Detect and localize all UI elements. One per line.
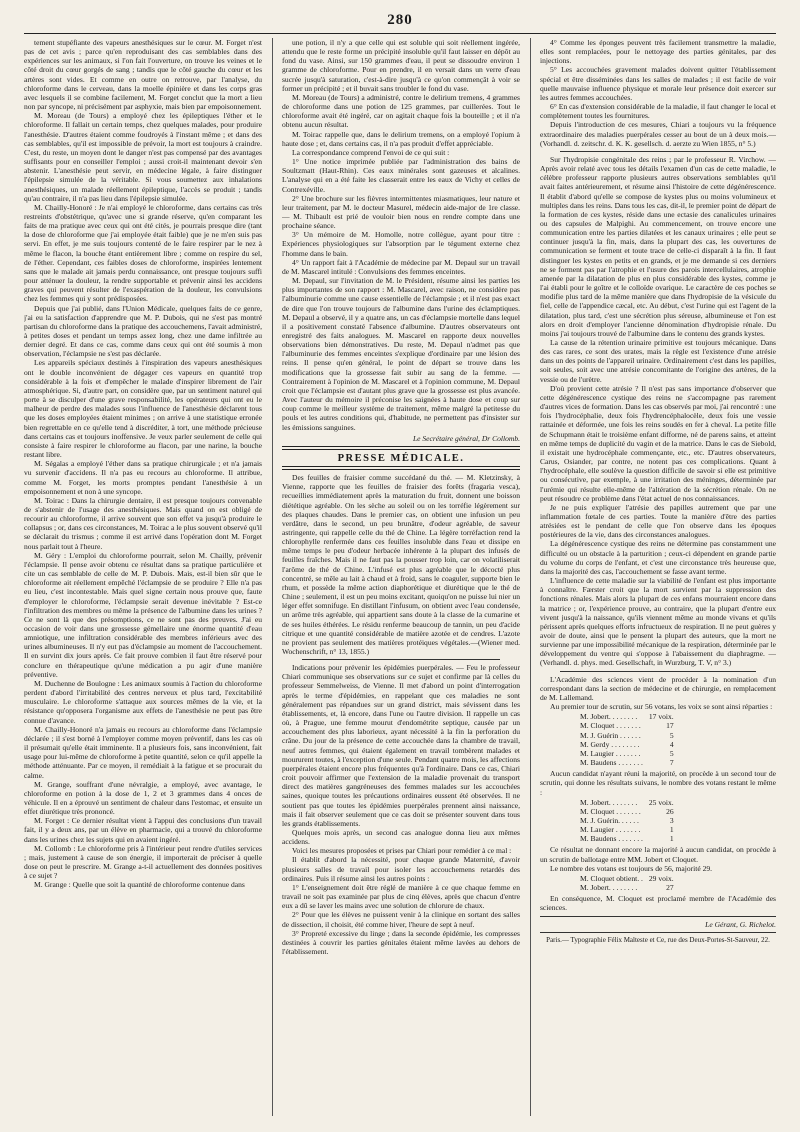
paragraph: 4° Comme les éponges peuvent très facilement transmettre la maladie, elles sont remplacées, pour le nettoyage des parties génitales, par des injections. xyxy=(540,38,776,66)
header-rule xyxy=(24,33,776,34)
paragraph: M. Ségalas a employé l'éther dans sa pratique chirurgicale ; et n'a jamais vu survenir d'accidens. Il n'a pas eu recours au chloroforme. Il attribue, comme M. Forget, les morts promptes pendant l'anesthésie à un empoisonnement et non à une syncope. xyxy=(24,459,262,496)
vote-count: 17 voix. xyxy=(648,712,674,722)
vote-row xyxy=(580,816,680,825)
paragraph: Il établit d'abord la nécessité, pour chaque grande Maternité, d'avoir plusieurs salles de travail pour isoler les accouchemens retardés des ordinaires. Puis il résume ainsi les autres points : xyxy=(282,855,520,883)
article-rule xyxy=(560,151,756,152)
column-separator xyxy=(272,38,273,1116)
vote-row xyxy=(580,721,680,730)
vote-count: 25 voix. xyxy=(648,797,674,807)
footer-rule xyxy=(540,932,776,933)
paragraph: M. Collomb : Le chloroforme pris à l'intérieur peut rendre d'utiles services ; mais, justement à cause de son énergie, il importerait de préciser à quelle dose on peut le prescrire. M. Grange a-t-il actuellement des données positives à ce sujet ? xyxy=(24,843,262,881)
paragraph: M. Toirac : Dans la chirurgie dentaire, il est presque toujours convenable de s'abstenir de l'usage des anesthésiques. Mais quand on est obligé de recourir au chloroforme, il arrive souvent que son effet va jusqu'à produire le collapsus ; or, dans ces circonstances, M. Toirac a le plus souvent observé qu'il se déclarait du trismus ; comme il est arrivé dans l'opération dont M. Forget nous parlait tout à l'heure. xyxy=(24,495,262,551)
vote-count: 1 xyxy=(669,834,674,844)
candidate-name: M. Laugier . . . . . . . xyxy=(580,825,641,835)
vote-count: 26 xyxy=(666,806,674,816)
paragraph: M. Grange, souffrant d'une névralgie, a employé, avec avantage, le chloroforme en potion à la dose de 1, 2 et 3 grammes dans 4 onces de véhicule. Il en a éprouvé un sentiment de chaleur dans l'estomac, et ensuite un effet diurétique très prononcé. xyxy=(24,779,262,817)
vote-table-round-2 xyxy=(580,798,680,844)
paragraph: 4° Un rapport fait à l'Académie de médecine par M. Depaul sur un travail de M. Mascarel intitulé : Convulsions des femmes enceintes. xyxy=(282,257,520,276)
vote-count: 5 xyxy=(669,730,674,740)
vote-row xyxy=(580,883,680,892)
vote-count: 4 xyxy=(669,739,674,749)
vote-row xyxy=(580,807,680,816)
candidate-name: M. Jobert. . . . . . . . xyxy=(580,797,638,807)
column-1 xyxy=(24,38,262,1118)
paragraph: 1° Une notice imprimée publiée par l'administration des bains de Soultzmatt (Haut-Rhin). Ces eaux minérales sont gazeuses et alcalines. L'analyse qui en a été faite les classerait entre les eaux de Vichy et celles de Contrexéville. xyxy=(282,157,520,194)
paragraph: 6° En cas d'extension considérable de la maladie, il faut changer le local et complètement toutes les fournitures. xyxy=(540,102,776,121)
vote-row xyxy=(580,874,680,883)
article-strawberry-leaves: Des feuilles de fraisier comme succédané du thé. — M. Kletzinsky, à Vienne, rapporte que les feuilles de fraisier des forêts (fragaria vesca), recueillies immédiatement après la maturation du fruit, donnent une boisson diététique agréable. On les sèche au soleil ou on les torréfie légèrement sur des plaques chaudes. Dans le premier cas, on obtient une infusion un peu verdâtre, dans le second, un peu brunâtre, d'odeur agréable, de saveur astringente, qui rappelle celle du thé de Chine. La légère torréfaction rend la chlorophylle renfermée dans ces feuilles insoluble dans l'eau et dissipe en même temps le peu d'odeur herbacée inhérente à la plupart des infusés de feuilles fraîches. Mais il ne faut pas la pousser trop loin, car on volatiliserait l'arôme de thé de Chine. L'infusé est plus agréable que le décocté plus concentré, se mêle au lait à chaud et à froid, sans le coaguler, supporte bien le rhum, et possède la même action diaphorétique et diurétique que le thé de Chine ; seulement, il est un peu moins excitant, quoiqu'on ne puisse lui nier un léger effet somnifuge. En distillant l'infusum, on obtient avec l'eau condensée, un arôme très agréable, qui appartient sans doute à la classe de la cumarine et de ses huiles éthérées. Le résidu renferme beaucoup de tannin, un peu d'acide citrique et une quantité considérable de matière azotée et de cendres. L'azote ne provient pas seulement des matières protéiques végétales.—(Wiener med. Wochenschrift, n° 13, 1855.) xyxy=(282,473,520,656)
paragraph: 1° L'enseignement doit être réglé de manière à ce que chaque femme en travail ne soit pas examinée par plus de cinq élèves, après que chacun d'entre eux a dû se laver les mains avec une solution de chlorure de chaux. xyxy=(282,882,520,911)
vote-table-round-1 xyxy=(580,712,680,767)
paragraph: Les appareils spéciaux destinés à l'inspiration des vapeurs anesthésiques ont le double inconvénient de dégager ces vapeurs en quantité trop considérable à la fois et d'empêcher le malade d'inspirer librement de l'air atmosphérique. Si, d'autre part, on considère que, par un sentiment naturel qui porte à se disculper d'une grave responsabilité, les opérateurs qui ont eu le malheur de perdre des malades sous l'influence de l'anesthésie déclarent tous que les doses employées étaient minimes ; on arrive à une statistique erronée bien regrettable en ce qu'elle tend à discréditer, à tort, une méthode précieuse dans certains cas et toujours inoffensive. Je veux parler seulement de celle qui consiste à faire respirer le chloroforme au flacon, par une narine, la bouche restant libre. xyxy=(24,358,262,460)
paragraph: une potion, il n'y a que celle qui est soluble qui soit réellement ingérée, attendu que le reste forme un précipité insoluble qu'il faut laisser en dépôt au fond du vase. Ainsi, sur 150 grammes d'eau, il peut se dissoudre environ 1 gramme de chloroforme. Pour en prendre, il en versait dans un verre d'eau sucrée jusqu'à saturation, c'est-à-dire jusqu'à ce qu'on commençât à voir se former un précipité ; et il buvait sans troubler le fond du vase. xyxy=(282,38,520,93)
vote-row xyxy=(580,731,680,740)
candidate-name: M. Laugier . . . . . . . xyxy=(580,748,641,758)
paragraph: 2° Pour que les élèves ne puissent venir à la clinique en sortant des salles de dissection, il choisit, été comme hiver, l'heure de sept à neuf. xyxy=(282,910,520,929)
vote-count: 5 xyxy=(669,748,674,758)
paragraph: Voici les mesures proposées et prises par Chiari pour remédier à ce mal : xyxy=(292,846,512,856)
paragraph: M. Moreau (de Tours) a employé chez les épileptiques l'éther et le chloroforme. Il fallait un certain temps, chez quelques malades, pour produire l'anesthésie. D'autres étaient comme foudroyés à l'instant même ; et dans des cas semblables, qu'il est impossible de prévoir, la mort est toujours à craindre. C'est, du reste, un moyen dont le danger n'est pas compensé par des avantages suffisants pour en conseiller l'emploi ; aussi croit-il maintenant devoir s'en abstenir. L'anesthésie peut servir, en médecine légale, à faire distinguer l'épilepsie simulée de la véritable. Si vous soumettez aux inhalations anesthésiques, un malade réellement épileptique, l'accès se produit ; tandis qu'au contraire, il n'a pas lieu dans l'épilepsie simulée. xyxy=(24,111,262,203)
candidate-name: M. Cloquet . . . . . . . xyxy=(580,721,641,731)
paragraph: Depuis l'introduction de ces mesures, Chiari a toujours vu la fréquence extraordinaire des maladies puerpérales cesser au bout de un à deux mois.—(Vorhandl. d. zeitschr. d. K. K. gesellsch. d. aerzte zu Wien 1855, n° 5.) xyxy=(540,120,776,148)
paragraph: La correspondance comprend l'envoi de ce qui suit : xyxy=(292,147,450,157)
paragraph: M. Depaul, sur l'invitation de M. le Président, résume ainsi les parties les plus importantes de son rapport : M. Mascarel, avec raison, ne considère pas l'albuminurie comme une cause essentielle de l'éclampsie ; et il n'est pas exact de dire que l'on trouve toujours de l'albumine dans l'urine des éclamptiques. M. Depaul a observé, il y a quatre ans, un cas d'éclampsie mortelle dans lequel il a positivement constaté l'absence d'albumine. D'autres observateurs ont enregistré des faits analogues. M. Mascarel en rapporte deux nouvelles observations bien démonstratives. Du reste, M. Depaul n'admet pas que l'albuminurie des femmes enceintes s'explique d'ordinaire par une lésion des reins. Il pense qu'en général, le point de départ se trouve dans les modifications que la grossesse fait subir au sang de la femme. — Contrairement à l'opinion de M. Mascarel et à l'opinion commune, M. Depaul croit que l'éclampsie est d'autant plus grave que la grossesse est plus avancée. Avec l'auteur du mémoire il préconise les saignées à haute dose et coup sur coup comme le meilleur système de traitement, même malgré la petitesse du pouls et les autres conditions qui, d'habitude, ne permettent pas d'insister sur les émissions sanguines. xyxy=(282,276,520,432)
candidate-name: M. J. Guérin. . . . . . xyxy=(580,815,639,825)
paragraph: La cause de la rétention urinaire primitive est toujours mécanique. Dans des cas rares, ce sont des urates, mais la règle est l'existence d'une atrésie dans un des points de l'appareil urinaire. Ordinairement c'est dans les papilles, soit seules, soit avec une atrésie concomitante de l'origine des artères, de la vessie ou de l'urètre. xyxy=(540,338,776,384)
secretary-signature: Le Secrétaire général, Dr Collomb. xyxy=(412,433,520,443)
vote-count: 1 xyxy=(669,825,674,835)
vote-row xyxy=(580,798,680,807)
paragraph: M. Forget : Ce dernier résultat vient à l'appui des conclusions d'un travail fait, il y a deux ans, par un élève en pharmacie, qui a trouvé du chloroforme dans les urines chez les sujets qui en avaient ingéré. xyxy=(24,816,262,844)
paragraph: M. Chailly-Honoré : Je n'ai employé le chloroforme, dans certains cas très restreints d'obstétrique, qu'avec une si grande réserve, qu'en comparant les faits de ma pratique avec ceux qui ont été cités, je pourrais presque dire (tant la dose de chloroforme que j'ai employée était faible) que je ne m'en suis pas servi. En effet, je me suis toujours contenté de le faire respirer par le nez à même le flacon, la bouche étant entièrement libre ; comme on respire du sel, de l'éther. Cependant, ces faibles doses de chloroforme, inspirées lentement sans que le malade ait jamais perdu connaissance, ont presque toujours suffi pour atténuer la douleur, la rendre supportable et prévenir ainsi les accidens graves qui peuvent résulter de l'exaspération de la douleur, les convulsions chez les femmes qui y sont prédisposées. xyxy=(24,202,262,304)
paragraph: Ce résultat ne donnant encore la majorité à aucun candidat, on procède à un scrutin de ballotage entre MM. Jobert et Cloquet. xyxy=(540,845,776,864)
vote-row xyxy=(580,749,680,758)
paragraph: D'où provient cette atrésie ? Il n'est pas sans importance d'observer que cette dégénérescence cystique des reins ne s'accompagne pas rarement d'autres vices de formation. Dans les cas observés par moi, j'ai rencontré : une fois l'hydrocéphalie, deux fois l'hydrencéphalocèle, deux fois une vessie rattainée et déformée, une fois les reins soudés en fer à cheval. La petite fille de Schupmann était le troisième enfant difforme, né de parens sains, et atteint en même temps de duplicité du vagin et de la matrice. Dans le cas de Siebold, il existait une hydrocéphale commençante, etc., etc. D'autres observateurs, Carus, Osiander, par contre, ne notent pas ces complications. Quant à l'hydrocéphale, elle soulève la question difficile de savoir si elle est primitive ou consécutive, par exemple, à une irritation des méninges, déterminée par l'urémie qui résulte elle-même de l'altération de la sécrétion rénale. On ne peut résoudre ce problème dans l'état actuel de nos connaissances. xyxy=(540,383,776,503)
paragraph: 3° Un mémoire de M. Homolle, notre collègue, ayant pour titre : Expériences physiologiques sur l'absorption par le tégument externe chez l'homme dans le bain. xyxy=(282,230,520,258)
article-rule xyxy=(302,659,500,660)
article-kidney-hydropsy: Sur l'hydropisie congénitale des reins ; par le professeur R. Virchow. — Après avoir relaté avec tous les détails l'examen d'un cas de cette maladie, le célèbre professeur rapporte plusieurs autres observations semblables qu'il avait faites antérieurement, et résume ainsi l'histoire de cette dégénérescence. Il établit d'abord qu'elle se compose de kystes plus ou moins volumineux et multiples dans les reins. Dans tous les cas, dit-il, le premier point de départ de la formation de ces kystes, réside dans une ectasie des canalicules urinaires ou des capsules de Malpighi. Au commencement, on trouve encore une communication entre les parties dilatées et les canaux urinaires ; elle peut se continuer jusqu'à la fin, mais, dans la plupart des cas, les ouvertures de communication se ferment et toute trace de celle-ci disparaît à la fin. Il faut distinguer les kystes en petits et en grands, et je me demande si ces derniers ne se forment pas par l'atrophie et l'usure des parois intercellulaires, atrophie amenée par la dilatation de plus en plus considérable des kystes, comme je l'ai établi pour le goître et le colloïde ovarique. Le caractère de ces poches se modifie plus tard de la même manière que dans l'hydropisie de la vésicule du fiel, celle de l'appendice cæcal, etc. Au début, c'est l'urine qui est l'agent de la dilatation, plus tard, c'est une sécrétion plus séreuse, albumineuse et l'on est alors en droit d'employer l'ancienne dénomination d'hydropisie rénale. Du moins j'ai toujours trouvé de l'albumine dans le contenu des grands kystes. xyxy=(540,154,776,338)
vote-count: 27 xyxy=(666,883,674,893)
vote-count: 29 voix. xyxy=(648,873,674,883)
paragraph: M. Moreau (de Tours) a administré, contre le delirium tremens, 4 grammes de chloroforme dans une potion de 125 grammes, par cuillerées. Tout le chloroforme avait été ingéré, car on agitait chaque fois la bouteille ; et il n'a obtenu aucun résultat. xyxy=(282,92,520,130)
page-number: 280 xyxy=(387,12,413,28)
candidate-name: M. Baudens . . . . . . . xyxy=(580,758,643,768)
paragraph: M. Grange : Quelle que soit la quantité de chloroforme contenue dans xyxy=(34,880,245,890)
candidate-name: M. J. Guérin . . . . . . xyxy=(580,730,641,740)
column-separator xyxy=(530,38,531,1116)
paragraph: M. Géry : L'emploi du chloroforme pourrait, selon M. Chailly, prévenir l'éclampsie. Il pense avoir obtenu ce résultat dans sa pratique particulière et cite un cas semblable de celle de M. P. Dubois. Mais, est-il bien sûr que le chloroforme ait réellement empêché l'éclampsie de se produire ? Elle n'a pas eu lieu, c'est incontestable. Mais quel signe certain nous prouve que, faute d'employer le chloroforme, l'éclampsie serait devenue inévitable ? Est-ce l'infiltration des membres ou même la présence de l'albumine dans les urines ? Ce ne sont là que des présomptions, ce ne sont pas des preuves. J'ai eu occasion de voir dans une grossesse gémellaire une énorme quantité d'eau amniotique, une infiltration considérable des membres inférieurs avec des urines albumineuses. Il n'y eut pas d'éclampsie au moment de l'accouchement. Il en survint dix jours après. Ce fait prouve combien il faut être réservé pour conclure en thérapeutique qu'une médication a pu agir d'une manière préventive. xyxy=(24,550,262,679)
vote-row xyxy=(580,834,680,843)
candidate-name: M. Cloquet obtient. . xyxy=(580,873,643,883)
paragraph: L'influence de cette maladie sur la viabilité de l'enfant est plus importante à connaître. Færster croit que la mort survient par la suppression des fonctions rénales. Mais alors la plupart de ces enfans mourraient encore dans la matrice ; or, l'expérience prouve, au contraire, que la plupart d'entre eux vivent jusqu'à la naissance, qu'ils viennent même au monde vivans et qu'ils périssent après quelques efforts infructueux de respiration. Il ne peut guères y avoir de doute, ainsi que le pensent la plupart des auteurs, que la mort ne survienne par une impossibilité mécanique de la respiration, déterminée par le développement du ventre qui s'oppose à l'abaissement du diaphragme. —(Verhandl. d. phys. med. Gesellschaft, in Wurzburg, T. V, n° 3.) xyxy=(540,576,776,668)
column-2 xyxy=(282,38,520,1118)
vote-row xyxy=(580,758,680,767)
section-title: PRESSE MÉDICALE. xyxy=(337,452,465,464)
article-rule xyxy=(560,671,756,672)
candidate-name: M. Jobert. . . . . . . . xyxy=(580,712,638,722)
vote-count: 7 xyxy=(669,758,674,768)
paragraph: Au premier tour de scrutin, sur 56 votans, les voix se sont ainsi réparties : xyxy=(550,702,773,712)
paragraph: La dégénérescence cystique des reins ne détermine pas constamment une difficulté ou un obstacle à la parturition ; ceux-ci dépendent en grande partie du volume du corps de l'enfant, et c'est une circonstance très heureuse que, dans la majorité des cas, l'accouchement se fasse avant terme. xyxy=(540,539,776,576)
paragraph: En conséquence, M. Cloquet est proclamé membre de l'Académie des sciences. xyxy=(540,894,776,913)
candidate-name: M. Gerdy . . . . . . . . xyxy=(580,739,640,749)
paragraph: 5° Les accouchées gravement malades doivent quitter l'établissement spécial et être disséminées dans les salles de malades ; il est facile de voir quelle mauvaise influence physique et morale leur présence doit exercer sur les autres femmes accouchées. xyxy=(540,65,776,102)
candidate-name: M. Jobert. . . . . . . . xyxy=(580,883,638,893)
footer-rule xyxy=(540,916,776,917)
paragraph: M. Chailly-Honoré n'a jamais eu recours au chloroforme dans l'éclampsie déclarée ; il s'est borné à l'employer comme moyen préventif, dans les cas où il présumait qu'elle était imminente. Il a plusieurs fois, sans inconvénient, fait usage pour lui-même de chloroforme à petite quantité, selon ce qu'il appelle la méthode atténuante. Par ce moyen, il remédiait à la fatigue et se procurait du calme. xyxy=(24,724,262,780)
vote-row xyxy=(580,825,680,834)
vote-count: 17 xyxy=(666,721,674,731)
paragraph: 3° Propreté excessive du linge ; dans la seconde épidémie, les compresses destinées à couvrir les parties génitales étaient même lavées au dehors de l'établissement. xyxy=(282,928,520,956)
paragraph: Depuis que j'ai publié, dans l'Union Médicale, quelques faits de ce genre, j'ai eu la satisfaction d'apprendre que M. P. Dubois, qui ne s'est pas montré partisan du chloroforme dans la pratique des accouchemens, l'avait administré, à petites doses et pendant un temps assez long, chez une dame infiltrée au dernier degré. Et dans ce cas, comme dans ceux qui ont été soumis à mon observation, l'éclampsie ne s'est pas déclarée. xyxy=(24,303,262,359)
paragraph: tement stupéfiante des vapeurs anesthésiques sur le cœur. M. Forget n'est pas de cet avis ; parce qu'en reproduisant des cas semblables dans des expériences sur les animaux, si l'on fait l'ouverture, on trouve les veines et le côté droit du cœur gorgés de sang ; tandis que le côté gauche du cœur et les artères sont vides. Et comme en outre on retrouve, par l'analyse, du chloroforme dans le cerveau, dans la moelle épinière et dans les corps gras avec lesquels il se combine facilement, M. Forget conclut que la mort a lieu non par syncope, ni précisément par asphyxie, mais bien par empoisonnement. xyxy=(24,38,262,112)
paragraph: Je ne puis expliquer l'atrésie des papilles autrement que par une inflammation fœtale de ces parties. Toute la manière d'être des parties atrésiées est le pendant de celle que l'on observe dans les époques postérieures de la vie, dans des circonstances analogues. xyxy=(540,502,776,540)
candidate-name: M. Cloquet . . . . . . . xyxy=(580,806,641,816)
vote-count: 3 xyxy=(669,815,674,825)
vote-table-ballot xyxy=(580,874,680,892)
article-puerperal-epidemics: Indications pour prévenir les épidémies puerpérales. — Feu le professeur Chiari communique ses observations sur ce sujet et confirme par là celles du professeur Semmelweiss, de Vienne. Il met d'abord un point d'interrogation après le terme d'épidémies, en rappelant que ces maladies ne sont généralement pas répandues sur un grand district, mais sévissent dans les établissements, et, là encore, dans l'une ou l'autre division. Il rappelle un cas où, à Prague, une femme mourut d'endométrite septique, causée par un accouchement des plus laborieux, ayant nécessité à la fin la perforation du crâne. Du jour de la présence de cette accouchée dans la chambre de travail, neuf autres femmes, qui étaient également en travail tombèrent malades et moururent toutes, à l'exception d'une seule. Pendant quatre mois, les affections puerpérales étaient encore plus fréquentes qu'à l'ordinaire. Dans ce cas, Chiari croit pouvoir affirmer que l'extension de la maladie provenait du transport direct des matières gangréneuses des femmes malades sur les accouchées saines, quoique toutes les précautions ordinaires eussent été observées. Il ne soutient pas que toutes les épidémies puerpérales prennent ainsi naissance, mais il fait observer seulement que ce cas doit se présenter souvent dans tous les grands établissements. xyxy=(282,663,520,828)
vote-row xyxy=(580,712,680,721)
gerant-signature: Le Gérant, G. Richelot. xyxy=(705,919,776,929)
vote-row xyxy=(580,740,680,749)
paragraph: Aucun candidat n'ayant réuni la majorité, on procède à un second tour de scrutin, qui donne les résultats suivans, le nombre des votans restant le même : xyxy=(540,769,776,797)
paragraph: M. Toirac rappelle que, dans le delirium tremens, on a employé l'opium à haute dose ; et, dans certains cas, il n'a pas produit d'effet appréciable. xyxy=(282,129,520,148)
section-rule xyxy=(282,466,520,470)
paragraph: Quelques mois après, un second cas analogue donna lieu aux mêmes accidens. xyxy=(282,827,520,847)
paragraph: 2° Une brochure sur les fièvres intermittentes miasmatiques, leur nature et leur traitement, par M. le docteur Masurel, médecin aide-major de 1re classe. — M. Thibault est prié de vouloir bien nous en rendre compte dans une prochaine séance. xyxy=(282,193,520,231)
academy-announcement: L'Académie des sciences vient de procéder à la nomination d'un correspondant dans la section de médecine et de chirurgie, en remplacement de M. Lallemand. xyxy=(540,674,776,702)
paragraph: M. Duchenne de Boulogne : Les animaux soumis à l'action du chloroforme perdent d'abord l'irritabilité des centres nerveux et plus tard, l'excitabilité musculaire. Le chloroforme s'attaque aux sources mêmes de la vie, et la résistance qu'opposera l'organisme aux effets de l'anesthésie ne peut pas être connue d'avance. xyxy=(24,678,262,725)
section-rule xyxy=(282,446,520,450)
paragraph: Le nombre des votans est toujours de 56, majorité 29. xyxy=(550,863,713,873)
column-3 xyxy=(540,38,776,1118)
candidate-name: M. Baudens . . . . . . . xyxy=(580,834,643,844)
printer-imprint: Paris.— Typographie Félix Malteste et Ce, rue des Deux-Portes-St-Sauveur, 22. xyxy=(546,935,770,944)
